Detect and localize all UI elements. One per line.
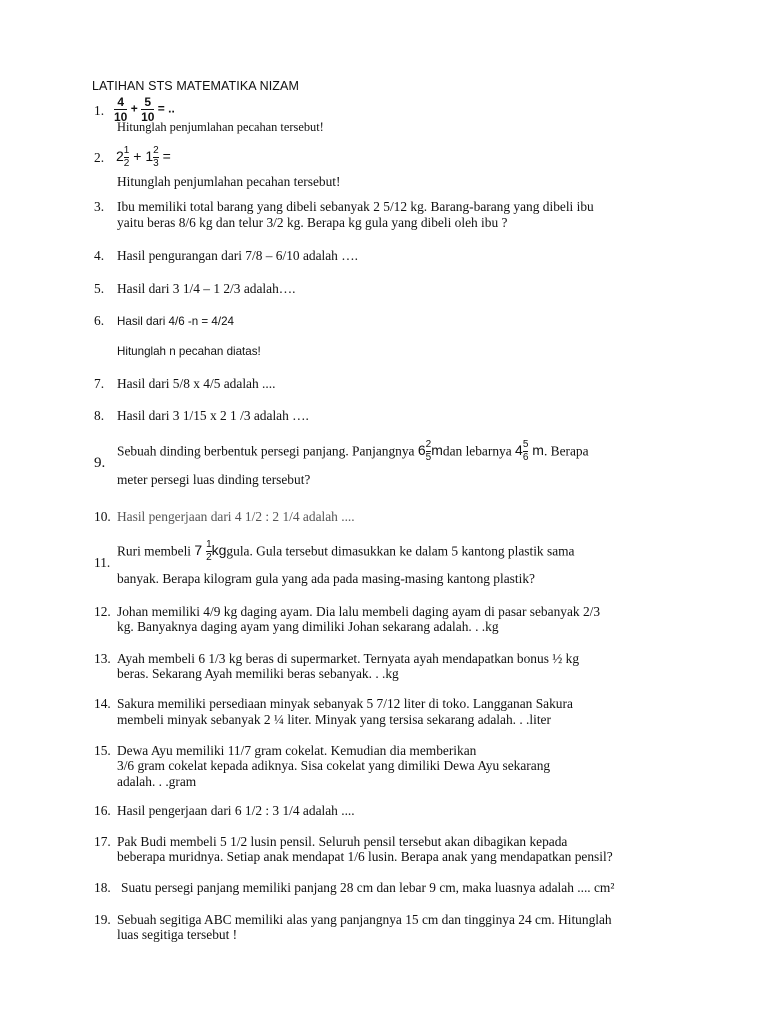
fraction-5-10: $\frac{5}{10}$ [141,95,155,124]
question-12-line-2: kg. Banyaknya daging ayam yang dimiliki Johan sekarang adalah. . .kg [117,619,499,634]
wall-width-value: 4 $\frac{5}{6}$ m [515,439,544,463]
question-19-line-1: Sebuah segitiga ABC memiliki alas yang panjangnya 15 cm dan tingginya 24 cm. Hitunglah [117,912,612,927]
plus-sign: + [130,101,138,116]
question-2-instruction: Hitunglah penjumlahan pecahan tersebut! [117,174,341,189]
question-18-text: Suatu persegi panjang memiliki panjang 28 cm dan lebar 9 cm, maka luasnya adalah .... cm² [121,880,615,895]
question-3-number: 3. [94,199,105,214]
question-10-number: 10. [94,509,111,524]
sugar-amount: 7 $\frac{1}{2}$ kg [194,539,227,563]
question-15-line-1: Dewa Ayu memiliki 11/7 gram cokelat. Kemudian dia memberikan [117,743,477,758]
question-3-line-2: yaitu beras 8/6 kg dan telur 3/2 kg. Berapa kg gula yang dibeli oleh ibu ? [117,215,508,230]
question-15-line-2: 3/6 gram cokelat kepada adiknya. Sisa cokelat yang dimiliki Dewa Ayu sekarang [117,758,551,773]
question-4-text: Hasil pengurangan dari 7/8 – 6/10 adalah …. [117,248,358,263]
question-2-expression: 2 $\frac{1}{2}$ + 1 $\frac{2}{3}$ = [116,145,171,169]
question-16-text: Hasil pengerjaan dari 6 1/2 : 3 1/4 adalah .... [117,803,355,818]
question-9-line-2: meter persegi luas dinding tersebut? [117,472,311,487]
question-19-line-2: luas segitiga tersebut ! [117,927,238,942]
question-15-line-3: adalah. . .gram [117,774,197,789]
question-6-number: 6. [94,313,105,328]
question-6-instruction: Hitunglah n pecahan diatas! [117,345,261,358]
question-16-number: 16. [94,803,111,818]
equals-sign: = .. [157,101,175,116]
question-5-number: 5. [94,281,105,296]
question-9-number: 9. [94,455,106,471]
question-1-number: 1. [94,103,105,118]
question-10-text: Hasil pengerjaan dari 4 1/2 : 2 1/4 adalah .... [117,509,355,524]
question-4-number: 4. [94,248,105,263]
question-13-number: 13. [94,651,111,666]
question-13-line-2: beras. Sekarang Ayah memiliki beras sebanyak. . .kg [117,666,399,681]
question-5-text: Hasil dari 3 1/4 – 1 2/3 adalah…. [117,281,296,296]
question-7-text: Hasil dari 5/8 x 4/5 adalah .... [117,376,276,391]
question-14-line-2: membeli minyak sebanyak 2 ¼ liter. Minyak yang tersisa sekarang adalah. . .liter [117,712,551,727]
question-17-line-2: beberapa muridnya. Setiap anak mendapat 1/6 lusin. Berapa anak yang mendapatkan pensil? [117,849,613,864]
question-7-number: 7. [94,376,105,391]
question-18-number: 18. [94,880,111,895]
fraction-4-10: $\frac{4}{10}$ [114,95,128,124]
question-1-instruction: Hitunglah penjumlahan pecahan tersebut! [117,120,324,134]
question-19-number: 19. [94,912,111,927]
question-14-number: 14. [94,696,111,711]
question-15-number: 15. [94,743,111,758]
question-11-line-1: Ruri membeli 7 $\frac{1}{2}$ kggula. Gula tersebut dimasukkan ke dalam 5 kantong plastik sama [117,539,575,563]
question-6-text: Hasil dari 4/6 -n = 4/24 [117,315,234,328]
question-8-number: 8. [94,408,105,423]
question-17-number: 17. [94,834,111,849]
question-14-line-1: Sakura memiliki persediaan minyak sebanyak 5 7/12 liter di toko. Langganan Sakura [117,696,573,711]
question-12-line-1: Johan memiliki 4/9 kg daging ayam. Dia lalu membeli daging ayam di pasar sebanyak 2/3 [117,604,601,619]
question-8-text: Hasil dari 3 1/15 x 2 1 /3 adalah …. [117,408,309,423]
question-13-line-1: Ayah membeli 6 1/3 kg beras di supermarket. Ternyata ayah mendapatkan bonus ½ kg [117,651,580,666]
fraction-2-3: $\frac{2}{3}$ [153,145,159,169]
question-11-number: 11. [94,555,111,570]
worksheet-title: LATIHAN STS MATEMATIKA NIZAM [92,79,299,93]
question-17-line-1: Pak Budi membeli 5 1/2 lusin pensil. Seluruh pensil tersebut akan dibagikan kepada [117,834,568,849]
question-3-line-1: Ibu memiliki total barang yang dibeli sebanyak 2 5/12 kg. Barang-barang yang dibeli ibu [117,199,594,214]
question-9-line-1: Sebuah dinding berbentuk persegi panjang. Panjangnya 6 $\frac{2}{5}$ mdan lebarnya 4 $\frac{5}{6}$ m. Berapa [117,439,589,463]
wall-length-value: 6 $\frac{2}{5}$ m [417,439,443,463]
question-11-line-2: banyak. Berapa kilogram gula yang ada pada masing-masing kantong plastik? [117,571,535,586]
question-2-number: 2. [94,150,105,165]
fraction-1-2: $\frac{1}{2}$ [123,145,130,169]
question-12-number: 12. [94,604,111,619]
